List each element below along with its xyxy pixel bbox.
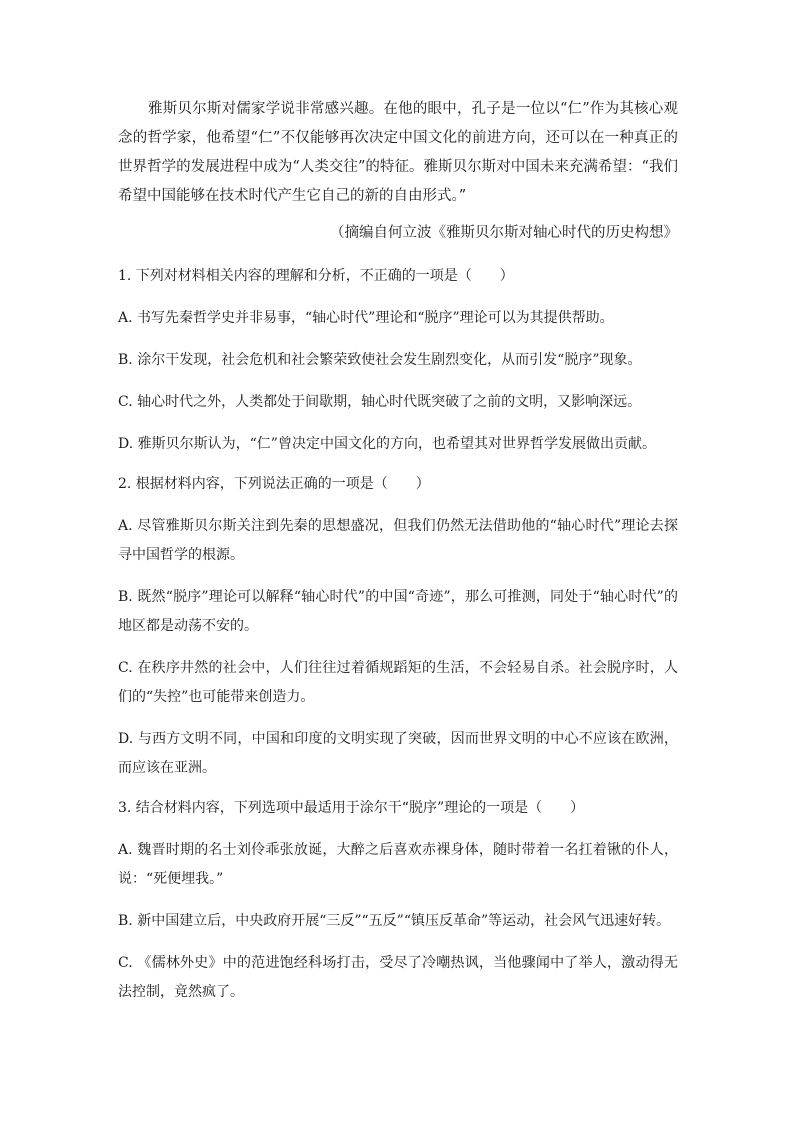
- question-2-option-a: A. 尽管雅斯贝尔斯关注到先秦的思想盛况，但我们仍然无法借助他的“轴心时代”理论去探寻中国哲学的根源。: [118, 518, 678, 563]
- question-1-option-a: A. 书写先秦哲学史并非易事，“轴心时代”理论和“脱序”理论可以为其提供帮助。: [118, 310, 614, 326]
- question-2: [118, 470, 678, 783]
- document-content: [118, 95, 678, 1007]
- question-2-stem: 2. 根据材料内容，下列说法正确的一项是（ ）: [118, 476, 430, 492]
- question-1-option-c: C. 轴心时代之外，人类都处于间歇期，轴心时代既突破了之前的文明，又影响深远。: [118, 394, 642, 410]
- question-3: [118, 794, 678, 1007]
- question-2-option-b: B. 既然“脱序”理论可以解释“轴心时代”的中国“奇迹”，那么可推测，同处于“轴心时代”的地区都是动荡不安的。: [118, 589, 678, 634]
- question-1-option-b: B. 涂尔干发现，社会危机和社会繁荣致使社会发生剧烈变化，从而引发“脱序”现象。: [118, 352, 642, 368]
- question-2-option-c: C. 在秩序井然的社会中，人们往往过着循规蹈矩的生活，不会轻易自杀。社会脱序时，人们的“失控”也可能带来创造力。: [118, 660, 678, 705]
- passage-source: （摘编自何立波《雅斯贝尔斯对轴心时代的历史构想》: [330, 225, 678, 241]
- question-3-option-a: A. 魏晋时期的名士刘伶乖张放诞，大醉之后喜欢赤裸身体，随时带着一名扛着锹的仆人，说：“死便埋我。”: [118, 842, 678, 887]
- question-2-option-d: D. 与西方文明不同，中国和印度的文明实现了突破，因而世界文明的中心不应该在欧洲，而应该在亚洲。: [118, 731, 678, 776]
- question-1: [118, 262, 678, 459]
- question-1-stem: 1. 下列对材料相关内容的理解和分析，不正确的一项是（ ）: [118, 268, 514, 284]
- question-3-option-b: B. 新中国建立后，中央政府开展“三反”“五反”“镇压反革命”等运动，社会风气迅速好转。: [118, 913, 671, 929]
- question-3-option-c: C. 《儒林外史》中的范进饱经科场打击，受尽了冷嘲热讽，当他骤闻中了举人，激动得无法控制，竟然疯了。: [118, 955, 678, 1000]
- passage-paragraph: 雅斯贝尔斯对儒家学说非常感兴趣。在他的眼中，孔子是一位以“仁”作为其核心观念的哲学家，他希望“仁”不仅能够再次决定中国文化的前进方向，还可以在一种真正的世界哲学的发展进程中成为“人类交往”的特征。雅斯贝尔斯对中国未来充满希望：“我们希望中国能够在技术时代产生它自己的新的自由形式。”: [118, 101, 678, 204]
- question-1-option-d: D. 雅斯贝尔斯认为，“仁”曾决定中国文化的方向，也希望其对世界哲学发展做出贡献。: [118, 436, 656, 452]
- question-3-stem: 3. 结合材料内容，下列选项中最适用于涂尔干“脱序”理论的一项是（ ）: [118, 800, 585, 816]
